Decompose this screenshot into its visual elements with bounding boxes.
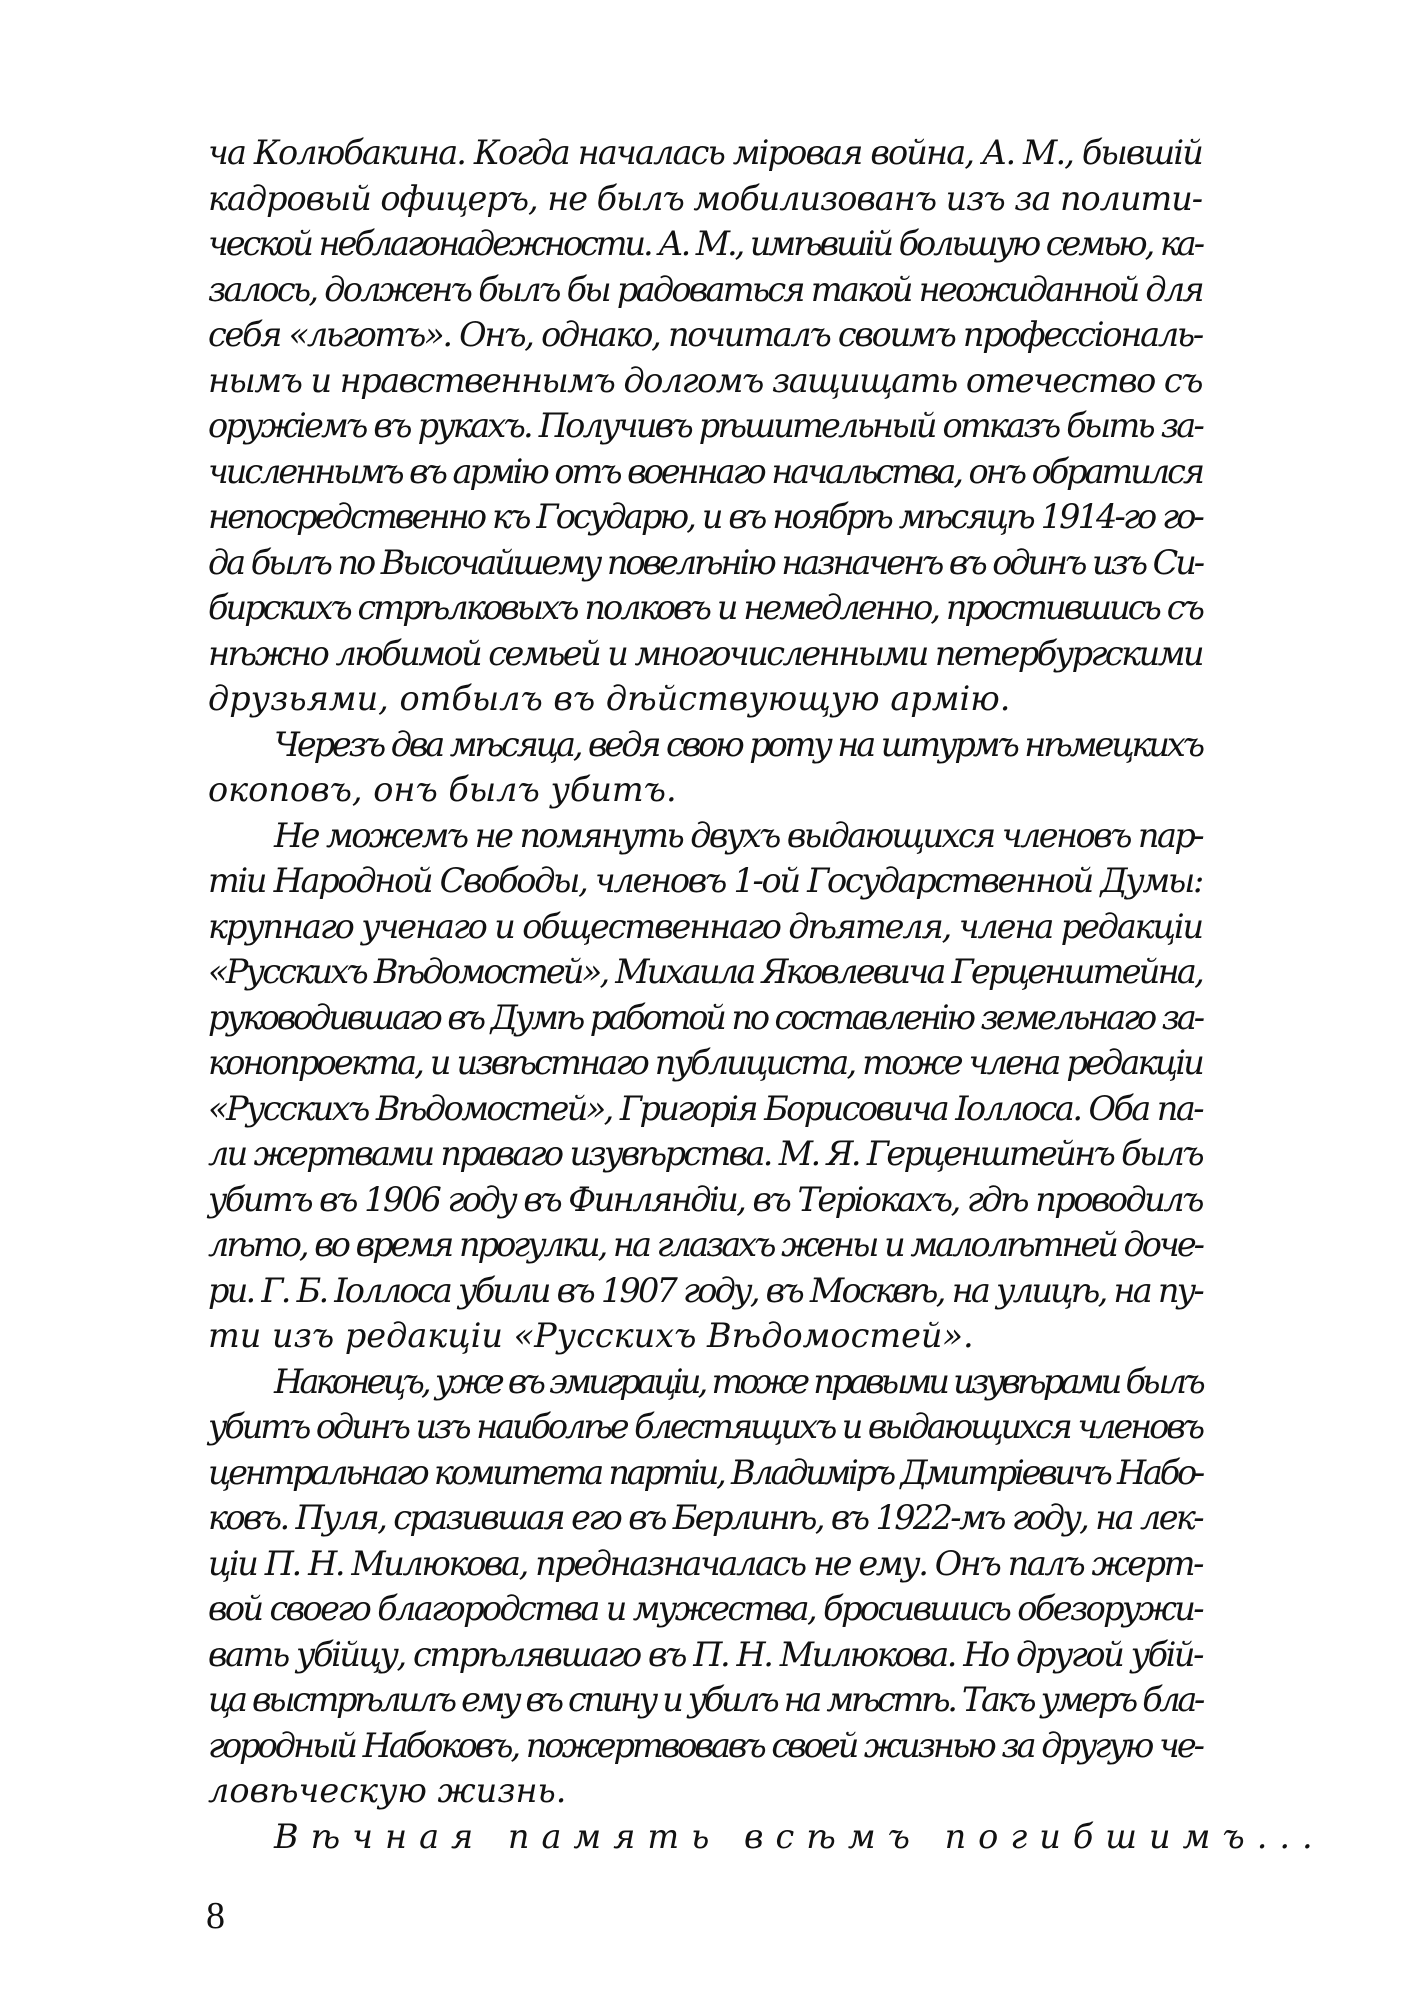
- text-line: залось, долженъ былъ бы радоваться такой неожиданной для: [208, 269, 1202, 309]
- text-line: вой своего благородства и мужества, бросившись обезоружи-: [208, 1589, 1202, 1628]
- text-line: руководившаго въ Думѣ работой по составленію земельнаго за-: [208, 997, 1202, 1037]
- text-line: вать убійцу, стрѣлявшаго въ П. Н. Милюкова. Но другой убій-: [208, 1634, 1202, 1674]
- text-line: оружіемъ въ рукахъ. Получивъ рѣшительный отказъ быть за-: [208, 406, 1202, 445]
- page-number: 8: [206, 1895, 225, 1937]
- text-line: Вѣчная память всѣмъ погибшимъ...: [274, 1816, 1325, 1856]
- text-line: друзьями, отбылъ въ дѣйствующую армію.: [208, 679, 1011, 718]
- text-line: численнымъ въ армію отъ военнаго начальства, онъ обратился: [208, 451, 1202, 491]
- text-line: окоповъ, онъ былъ убитъ.: [208, 770, 677, 809]
- text-line: себя «льготъ». Онъ, однако, почиталъ своимъ профессіональ-: [208, 315, 1202, 354]
- text-line: убитъ въ 1906 году въ Финляндіи, въ Теріокахъ, гдѣ проводилъ: [208, 1179, 1202, 1219]
- text-line: непосредственно къ Государю, и въ ноябрѣ мѣсяцѣ 1914-го го-: [208, 497, 1202, 536]
- text-line: ли жертвами праваго изувѣрства. М. Я. Герценштейнъ былъ: [208, 1134, 1202, 1173]
- text-line: тіи Народной Свободы, членовъ 1-ой Государственной Думы:: [208, 861, 1202, 900]
- text-line: ца выстрѣлилъ ему въ спину и убилъ на мѣстѣ. Такъ умеръ бла-: [208, 1680, 1202, 1719]
- text-line: «Русскихъ Вѣдомостей», Михаила Яковлевича Герценштейна,: [208, 952, 1202, 991]
- text-line: ціи П. Н. Милюкова, предназначалась не ему. Онъ палъ жерт-: [208, 1543, 1202, 1583]
- text-line: нымъ и нравственнымъ долгомъ защищать отечество съ: [208, 360, 1202, 400]
- text-line: ти изъ редакціи «Русскихъ Вѣдомостей».: [208, 1316, 974, 1355]
- text-line: лѣто, во время прогулки, на глазахъ жены и малолѣтней доче-: [208, 1225, 1202, 1264]
- text-line: ча Колюбакина. Когда началась міровая война, А. М., бывшій: [208, 133, 1202, 172]
- text-line: убитъ одинъ изъ наиболѣе блестящихъ и выдающихся членовъ: [208, 1407, 1202, 1446]
- text-line: ловѣческую жизнь.: [208, 1771, 567, 1810]
- text-line: городный Набоковъ, пожертвовавъ своей жизнью за другую че-: [208, 1725, 1202, 1765]
- text-line: конопроекта, и извѣстнаго публициста, тоже члена редакціи: [208, 1043, 1202, 1082]
- text-line: Не можемъ не помянуть двухъ выдающихся членовъ пар-: [274, 815, 1202, 855]
- text-line: нѣжно любимой семьей и многочисленными петербургскими: [208, 633, 1202, 673]
- text-line: «Русскихъ Вѣдомостей», Григорія Борисовича Іоллоса. Оба па-: [208, 1088, 1202, 1128]
- text-line: Наконецъ, уже въ эмиграціи, тоже правыми изувѣрами былъ: [274, 1361, 1202, 1401]
- text-line: центральнаго комитета партіи, Владиміръ Дмитріевичъ Набо-: [208, 1452, 1202, 1492]
- text-line: ри. Г. Б. Іоллоса убили въ 1907 году, въ Москвѣ, на улицѣ, на пу-: [208, 1270, 1202, 1310]
- page-text: [208, 130, 1325, 1859]
- text-line: Черезъ два мѣсяца, ведя свою роту на штурмъ нѣмецкихъ: [274, 724, 1202, 764]
- text-line: кадровый офицеръ, не былъ мобилизованъ изъ за полити-: [208, 178, 1202, 218]
- text-line: ческой неблагонадежности. А. М., имѣвшій большую семью, ка-: [208, 224, 1202, 263]
- text-line: бирскихъ стрѣлковыхъ полковъ и немедленно, простившись съ: [208, 588, 1202, 627]
- text-line: ковъ. Пуля, сразившая его въ Берлинѣ, въ 1922-мъ году, на лек-: [208, 1498, 1202, 1537]
- text-line: да былъ по Высочайшему повелѣнію назначенъ въ одинъ изъ Си-: [208, 542, 1202, 582]
- text-line: крупнаго ученаго и общественнаго дѣятеля, члена редакціи: [208, 906, 1202, 946]
